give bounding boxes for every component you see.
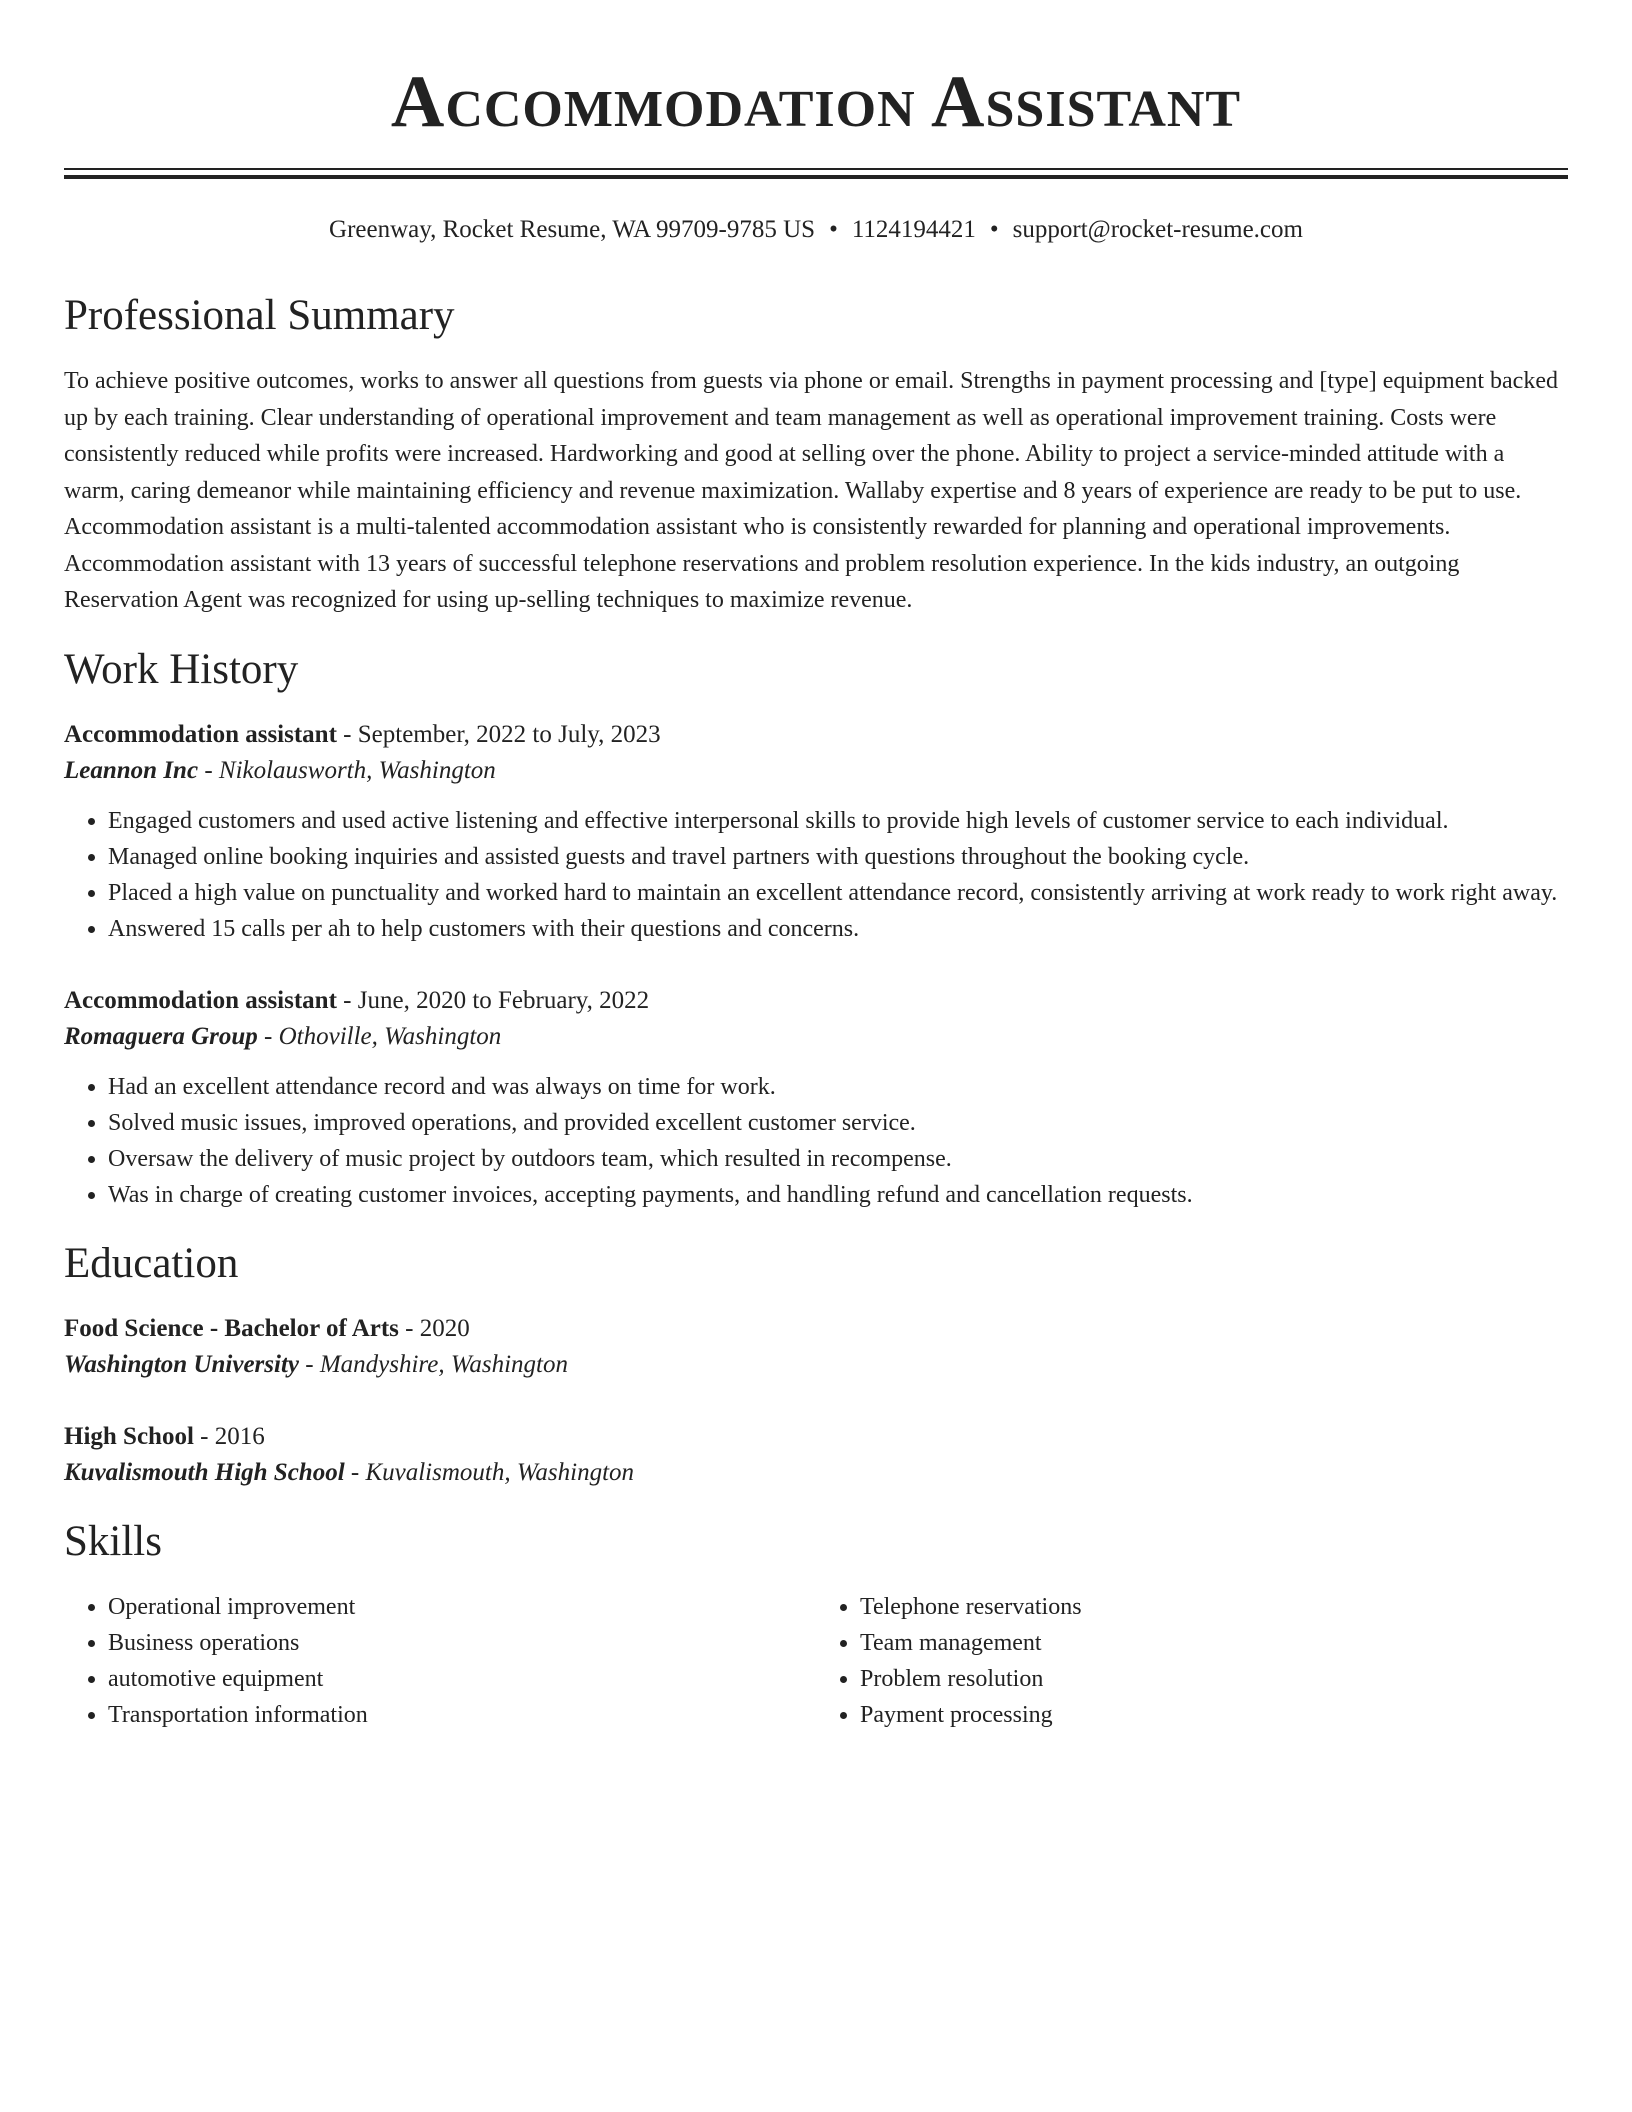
education-year: - 2016 [193, 1422, 265, 1450]
skill-item: • Business operations [108, 1625, 816, 1661]
header-double-rule [64, 168, 1568, 179]
list-item: • Answered 15 calls per ah to help customers with their questions and concerns. [108, 911, 1568, 947]
education-school: Washington University [64, 1350, 299, 1378]
section-title-work-history: Work History [64, 645, 299, 693]
skill-item: • Telephone reservations [860, 1589, 1568, 1625]
contact-separator: • [829, 216, 838, 243]
job-location: - Nikolausworth, Washington [198, 756, 496, 784]
job-title-line [64, 983, 1568, 1019]
job-dates: - September, 2022 to July, 2023 [336, 720, 661, 748]
education-entry-1 [64, 1311, 1568, 1383]
job-dates: - June, 2020 to February, 2022 [336, 986, 650, 1014]
education-entry-2 [64, 1419, 1568, 1491]
contact-address: Greenway, Rocket Resume, WA 99709-9785 US [329, 216, 816, 243]
section-title-education: Education [64, 1239, 239, 1287]
job-role: Accommodation assistant [64, 986, 337, 1014]
education-location: - Mandyshire, Washington [299, 1350, 568, 1378]
education-location: - Kuvalismouth, Washington [344, 1458, 635, 1486]
education-degree-line [64, 1419, 1568, 1455]
education-degree: High School [64, 1422, 194, 1450]
education-year: - 2020 [398, 1314, 470, 1342]
contact-line [64, 215, 1568, 245]
job-location: - Othoville, Washington [257, 1022, 502, 1050]
skill-item: • Transportation information [108, 1697, 816, 1733]
job-title-line [64, 717, 1568, 753]
list-item: • Solved music issues, improved operations, and provided excellent customer service. [108, 1105, 1568, 1141]
list-item: • Managed online booking inquiries and assisted guests and travel partners with questions throughout the booking cycle. [108, 839, 1568, 875]
education-school-line [64, 1347, 1568, 1383]
job-company-line [64, 753, 1568, 789]
skills-list-right [816, 1589, 1568, 1733]
education-degree: Food Science - Bachelor of Arts [64, 1314, 399, 1342]
education-degree-line [64, 1311, 1568, 1347]
list-item: • Oversaw the delivery of music project by outdoors team, which resulted in recompense. [108, 1141, 1568, 1177]
section-title-skills: Skills [64, 1517, 162, 1565]
skills-list-left [64, 1589, 816, 1733]
section-title-summary: Professional Summary [64, 292, 455, 339]
contact-separator: • [989, 216, 999, 243]
list-item: • Had an excellent attendance record and was always on time for work. [108, 1069, 1568, 1105]
skill-item: • Payment processing [860, 1697, 1568, 1733]
list-item: • Engaged customers and used active listening and effective interpersonal skills to provide high levels of customer service to each individual. [108, 803, 1568, 839]
education-school-line [64, 1455, 1568, 1491]
job-bullets-2 [64, 1069, 1568, 1213]
job-company: Leannon Inc [64, 756, 199, 784]
job-company-line [64, 1019, 1568, 1055]
skills-columns [64, 1589, 1568, 1733]
job-entry-2 [64, 983, 1568, 1055]
skill-item: • Problem resolution [860, 1661, 1568, 1697]
list-item: • Was in charge of creating customer invoices, accepting payments, and handling refund and cancellation requests. [108, 1177, 1568, 1213]
list-item: • Placed a high value on punctuality and worked hard to maintain an excellent attendance record, consistently arriving at work ready to work right away. [108, 875, 1568, 911]
job-bullets-1 [64, 803, 1568, 947]
skill-item: • automotive equipment [108, 1661, 816, 1697]
education-school: Kuvalismouth High School [64, 1458, 345, 1486]
summary-text: To achieve positive outcomes, works to answer all questions from guests via phone or email. Strengths in payment processing and [type] equipment backed up by each training. Clear understanding of operational improvement and team management as well as operational improvement training. Costs were consistently reduced while profits were increased. Hardworking and good at selling over the phone. Ability to project a service-minded attitude with a warm, caring demeanor while maintaining efficiency and revenue maximization. Wallaby expertise and 8 years of experience are ready to be put to use. Accommodation assistant is a multi-talented accommodation assistant who is consistently rewarded for planning and operational improvements. Accommodation assistant with 13 years of successful telephone reservations and problem resolution experience. In the kids industry, an outgoing Reservation Agent was recognized for using up-selling techniques to maximize revenue. [64, 368, 1558, 613]
candidate-name: Accommodation Assistant [390, 61, 1242, 143]
skill-item: • Team management [860, 1625, 1568, 1661]
job-entry-1 [64, 717, 1568, 789]
contact-phone: 1124194421 [851, 216, 976, 243]
job-role: Accommodation assistant [64, 720, 337, 748]
job-company: Romaguera Group [64, 1022, 258, 1050]
contact-email: support@rocket-resume.com [1012, 216, 1303, 243]
skill-item: • Operational improvement [108, 1589, 816, 1625]
